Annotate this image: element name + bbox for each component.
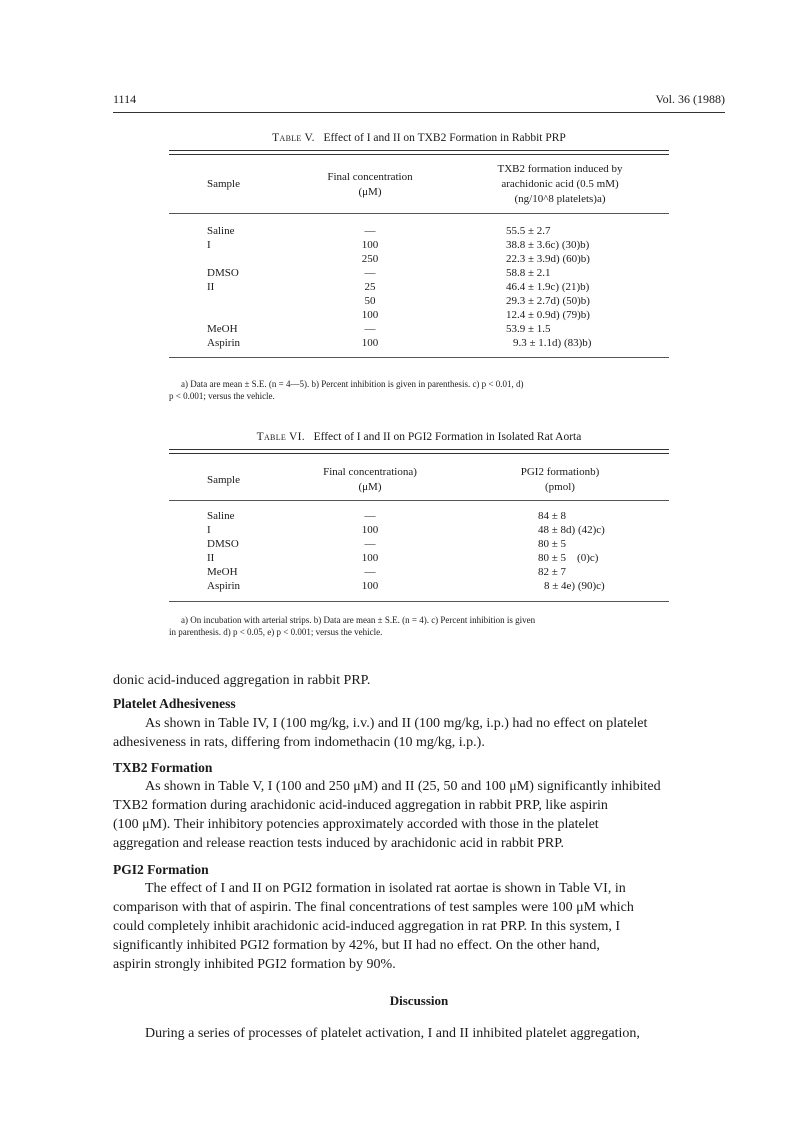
table5-col-conc <box>300 170 440 200</box>
table5-row-6-value: 12.4 ± 0.9d) (79)b) <box>506 309 590 321</box>
txb-line-1: As shown in Table V, I (100 and 250 μM) and II (25, 50 and 100 μM) significantly inhibited <box>145 779 661 794</box>
table5-top-rule <box>169 150 669 155</box>
table5-caption-text: Effect of I and II on TXB2 Formation in Rabbit PRP <box>323 132 566 144</box>
table5-col-txb-3: (ng/10^8 platelets)a) <box>514 193 606 205</box>
continuation-text: donic acid-induced aggregation in rabbit PRP. <box>113 673 371 688</box>
paragraph-txb <box>113 777 725 853</box>
table6-row-4-value: 82 ± 7 <box>538 566 567 578</box>
table5-row-3-value: 58.8 ± 2.1 <box>506 267 551 279</box>
header-rule <box>113 112 725 113</box>
heading-pgi-formation: PGI2 Formation <box>113 862 209 877</box>
paragraph-adhesiveness <box>113 714 725 752</box>
table6-row-1-value: 48 ± 8d) (42)c) <box>538 524 605 536</box>
adhesiveness-line-1: As shown in Table IV, I (100 mg/kg, i.v.) and II (100 mg/kg, i.p.) had no effect on platelet <box>145 716 648 731</box>
table5-footnote-2: p < 0.001; versus the vehicle. <box>169 391 275 401</box>
table6-row-3-sample: II <box>207 552 215 564</box>
discussion-line-1: During a series of processes of platelet activation, I and II inhibited platelet aggregation, <box>145 1026 640 1041</box>
table6-row-4-sample: MeOH <box>207 566 238 578</box>
table5-col-sample: Sample <box>207 178 240 190</box>
table5-col-conc-1: Final concentration <box>327 171 413 183</box>
pgi-line-3: could completely inhibit arachidonic acid-induced aggregation in rat PRP. In this system, I <box>113 919 620 934</box>
pgi-line-1: The effect of I and II on PGI2 formation in isolated rat aortae is shown in Table VI, in <box>145 881 626 896</box>
table5-row-0-sample: Saline <box>207 225 235 237</box>
table6-col-sample: Sample <box>207 474 240 486</box>
table5-row-1-sample: I <box>207 239 211 251</box>
table5-row-1-value: 38.8 ± 3.6c) (30)b) <box>506 239 590 251</box>
table5-caption-label: Table V. <box>272 132 315 144</box>
table5-row-0-value: 55.5 ± 2.7 <box>506 225 551 237</box>
table6-caption <box>113 431 725 443</box>
table5-row-1-conc: 100 <box>361 239 379 251</box>
table6-row-0-value: 84 ± 8 <box>538 510 567 522</box>
table5-row-8-sample: Aspirin <box>207 337 240 349</box>
table5-col-txb-1: TXB2 formation induced by <box>497 163 623 175</box>
table6-caption-text: Effect of I and II on PGI2 Formation in Isolated Rat Aorta <box>313 431 582 443</box>
table5-row-2-conc: 250 <box>361 253 379 265</box>
table6-col-conc <box>300 465 440 495</box>
table5-col-txb <box>470 162 650 207</box>
table5-col-txb-2: arachidonic acid (0.5 mM) <box>501 178 619 190</box>
table5-row-3-conc: — <box>364 267 376 279</box>
pgi-line-4: significantly inhibited PGI2 formation by 42%, but II had no effect. On the other hand, <box>113 938 600 953</box>
table6-row-5-sample: Aspirin <box>207 580 240 592</box>
table6-row-5-conc: 100 <box>361 580 379 592</box>
txb-line-2: TXB2 formation during arachidonic acid-induced aggregation in rabbit PRP, like aspirin <box>113 798 608 813</box>
table6-row-3-value: 80 ± 5 (0)c) <box>538 552 599 564</box>
table6-footnote-1: a) On incubation with arterial strips. b) Data are mean ± S.E. (n = 4). c) Percent inhibition is given <box>181 615 536 625</box>
table5-caption <box>113 132 725 144</box>
page-number: 1114 <box>113 92 137 106</box>
pgi-line-5: aspirin strongly inhibited PGI2 formation by 90%. <box>113 957 396 972</box>
table6-col-pgi-2: (pmol) <box>545 481 575 493</box>
table5-bottom-rule <box>169 357 669 358</box>
table6-footnote-2: in parenthesis. d) p < 0.05, e) p < 0.001; versus the vehicle. <box>169 627 383 637</box>
table6-row-2-conc: — <box>364 538 376 550</box>
table5-row-4-conc: 25 <box>364 281 376 293</box>
table6-header-rule <box>169 500 669 501</box>
table5-row-0-conc: — <box>364 225 376 237</box>
table5-row-8-conc: 100 <box>361 337 379 349</box>
table5-row-5-value: 29.3 ± 2.7d) (50)b) <box>506 295 590 307</box>
txb-line-4: aggregation and release reaction tests induced by arachidonic acid in rabbit PRP. <box>113 836 564 851</box>
adhesiveness-line-2: adhesiveness in rats, differing from indomethacin (10 mg/kg, i.p.). <box>113 735 485 750</box>
heading-txb-formation: TXB2 Formation <box>113 760 213 775</box>
table6-row-0-conc: — <box>364 510 376 522</box>
table5-row-5-conc: 50 <box>364 295 376 307</box>
table6-top-rule <box>169 449 669 454</box>
table5-row-4-value: 46.4 ± 1.9c) (21)b) <box>506 281 590 293</box>
volume-label: Vol. 36 (1988) <box>655 92 725 106</box>
table6-row-3-conc: 100 <box>361 552 379 564</box>
table5-header-rule <box>169 213 669 214</box>
table5-row-6-conc: 100 <box>361 309 379 321</box>
table6-row-0-sample: Saline <box>207 510 235 522</box>
table5-row-7-conc: — <box>364 323 376 335</box>
txb-line-3: (100 μM). Their inhibitory potencies approximately accorded with those in the platelet <box>113 817 599 832</box>
table6-col-pgi <box>490 465 630 495</box>
table5-row-3-sample: DMSO <box>207 267 239 279</box>
paragraph-discussion <box>113 1024 725 1043</box>
table6-row-4-conc: — <box>364 566 376 578</box>
pgi-line-2: comparison with that of aspirin. The final concentrations of test samples were 100 μM which <box>113 900 634 915</box>
table5-col-conc-2: (μM) <box>358 186 382 198</box>
table5-row-2-value: 22.3 ± 3.9d) (60)b) <box>506 253 590 265</box>
table6-col-pgi-1: PGI2 formationb) <box>520 466 600 478</box>
table6-row-2-sample: DMSO <box>207 538 239 550</box>
table5-row-8-value: 9.3 ± 1.1d) (83)b) <box>513 337 592 349</box>
table5-row-7-sample: MeOH <box>207 323 238 335</box>
heading-platelet-adhesiveness: Platelet Adhesiveness <box>113 696 236 711</box>
table6-col-conc-2: (μM) <box>358 481 382 493</box>
table6-caption-label: Table VI. <box>256 431 305 443</box>
table6-footnote <box>169 614 669 638</box>
table5-footnote-1: a) Data are mean ± S.E. (n = 4—5). b) Percent inhibition is given in parenthesis. c) p < 0.01, d) <box>181 379 524 389</box>
table6-col-conc-1: Final concentrationa) <box>323 466 417 478</box>
heading-discussion: Discussion <box>389 993 449 1008</box>
table5-footnote <box>169 378 669 402</box>
table6-row-1-sample: I <box>207 524 211 536</box>
table6-row-2-value: 80 ± 5 <box>538 538 567 550</box>
table6-row-5-value: 8 ± 4e) (90)c) <box>544 580 605 592</box>
table5-row-4-sample: II <box>207 281 215 293</box>
table6-bottom-rule <box>169 601 669 602</box>
table6-row-1-conc: 100 <box>361 524 379 536</box>
paragraph-pgi <box>113 879 725 974</box>
table5-row-7-value: 53.9 ± 1.5 <box>506 323 551 335</box>
